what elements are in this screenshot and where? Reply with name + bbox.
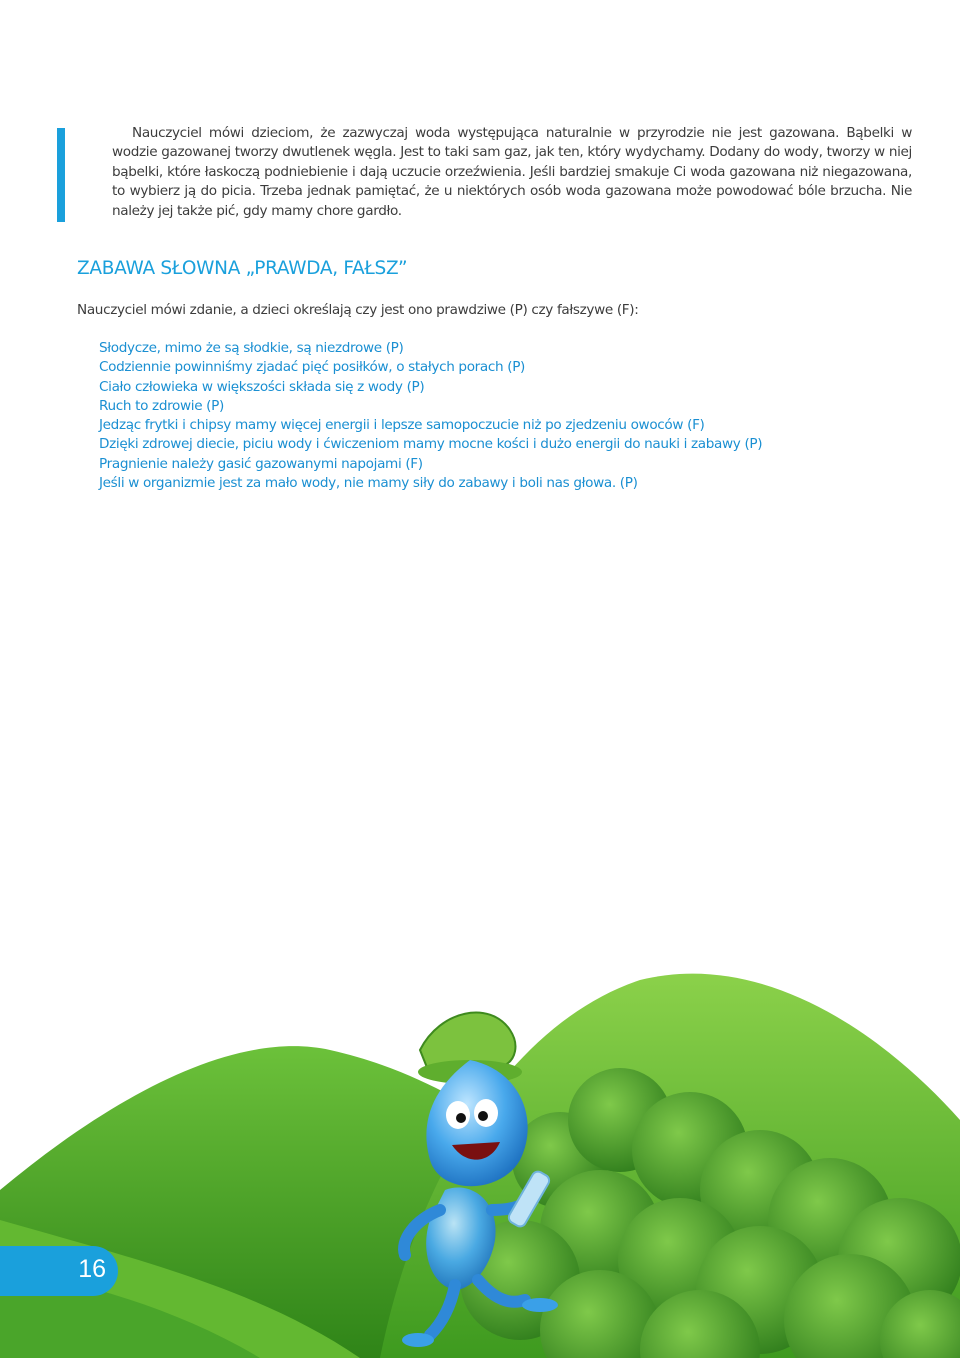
page-number: 16 xyxy=(78,1255,106,1283)
statement-item: Słodycze, mimo że są słodkie, są niezdrowe (P) xyxy=(99,340,404,356)
section-instruction: Nauczyciel mówi zdanie, a dzieci określają czy jest ono prawdziwe (P) czy fałszywe (F): xyxy=(77,302,639,318)
green-hills-illustration xyxy=(0,860,960,1358)
statement-item: Ciało człowieka w większości składa się z wody (P) xyxy=(99,378,425,395)
statement-item: Jedząc frytki i chipsy mamy więcej energii i lepsze samopoczucie niż po zjedzeniu owoców (F) xyxy=(99,417,705,434)
statement-list xyxy=(99,339,762,493)
statement-item: Ruch to zdrowie (P) xyxy=(99,397,224,414)
statement-item: Dzięki zdrowej diecie, piciu wody i ćwiczeniom mamy mocne kości i dużo energii do nauki i zabawy (P) xyxy=(99,436,763,453)
section-title: ZABAWA SŁOWNA „PRAWDA, FAŁSZ” xyxy=(77,258,408,279)
intro-paragraph: Nauczyciel mówi dzieciom, że zazwyczaj woda występująca naturalnie w przyrodzie nie jest gazowana. Bąbelki w wodzie gazowanej tworzy dwutlenek węgla. Jest to taki sam gaz, jak ten, który wydychamy. Dodany do wody, tworzy w niej bąbelki, które łaskoczą podniebienie i dają uczucie orzeźwienia. Jeśli bardziej smakuje Ci woda gazowana niż niegazowana, to wybierz ją do picia. Trzeba jednak pamiętać, że u niektórych osób woda gazowana może powodować bóle brzucha. Nie należy jej także pić, gdy mamy chore gardło. xyxy=(112,125,912,219)
statement-item: Pragnienie należy gasić gazowanymi napojami (F) xyxy=(99,455,423,472)
page-number-tab xyxy=(0,1246,118,1296)
statement-item: Codziennie powinniśmy zjadać pięć posiłków, o stałych porach (P) xyxy=(99,359,526,376)
intro-accent-bar xyxy=(57,128,65,222)
statement-item: Jeśli w organizmie jest za mało wody, nie mamy siły do zabawy i boli nas głowa. (P) xyxy=(99,475,638,492)
